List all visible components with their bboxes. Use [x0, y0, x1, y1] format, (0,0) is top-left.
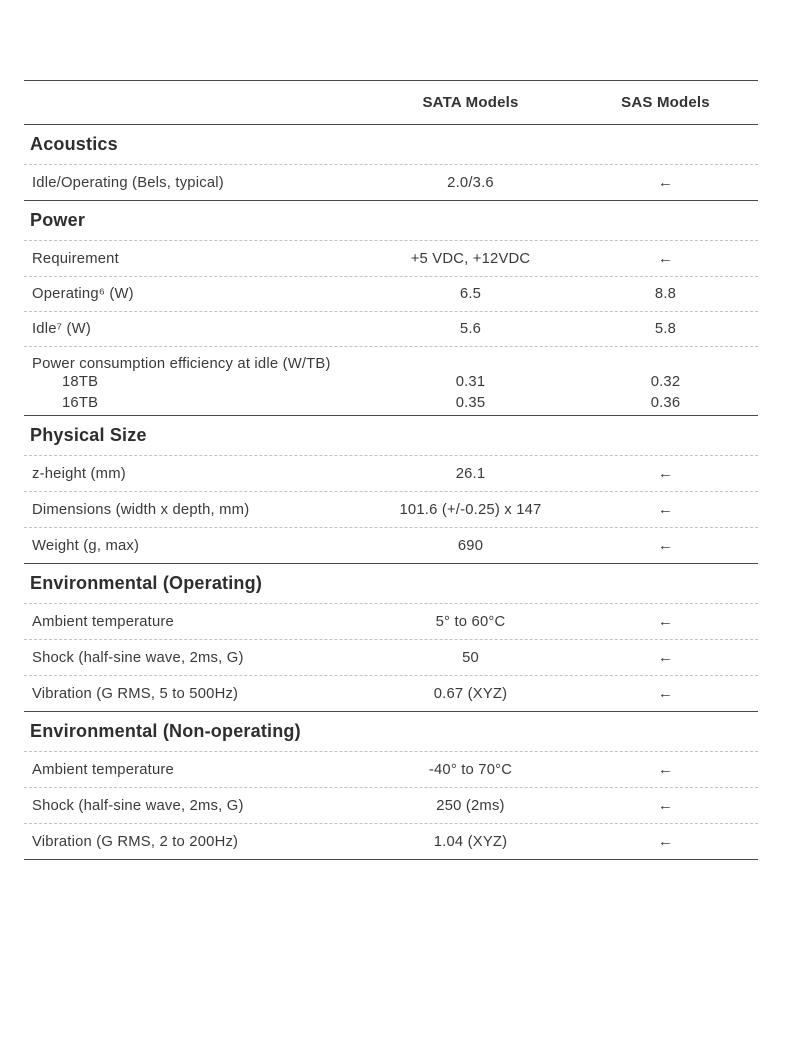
- table-row: [24, 751, 758, 787]
- sata-value: 0.31: [455, 374, 486, 390]
- sas-value: ←: [657, 465, 674, 482]
- sata-value: 1.04 (XYZ): [433, 833, 508, 850]
- section-title-power: Power: [30, 210, 86, 230]
- sas-value: ←: [657, 649, 674, 666]
- row-label: Ambient temperature: [32, 761, 174, 778]
- sata-value: 26.1: [455, 465, 486, 482]
- table-header-row: [24, 80, 758, 124]
- sas-value: ←: [657, 174, 674, 191]
- table-row: [24, 527, 758, 563]
- row-label: Dimensions (width x depth, mm): [32, 501, 250, 518]
- table-row: [24, 240, 758, 276]
- sata-value: 50: [462, 649, 479, 666]
- sas-value: 0.32: [650, 374, 681, 390]
- sas-value: ←: [657, 613, 674, 630]
- table-row: [24, 311, 758, 346]
- sas-value: ←: [657, 797, 674, 814]
- table-row: [24, 455, 758, 491]
- sata-value: 0.35: [455, 395, 486, 411]
- sata-value: 6.5: [459, 286, 482, 302]
- row-label: 18TB: [62, 374, 99, 390]
- section-title-environmental-non-operating: Environmental (Non-operating): [30, 721, 301, 741]
- row-label: Requirement: [32, 250, 119, 267]
- row-label: z-height (mm): [32, 465, 126, 482]
- header-sata-models: SATA Models: [422, 94, 519, 111]
- table-row: [24, 823, 758, 859]
- row-label: Power consumption efficiency at idle (W/TB): [32, 356, 331, 372]
- sata-value: 5° to 60°C: [435, 613, 506, 630]
- row-label: Vibration (G RMS, 2 to 200Hz): [32, 833, 239, 850]
- table-subrow: [24, 394, 758, 415]
- sas-value: ←: [657, 537, 674, 554]
- sas-value: ←: [657, 250, 674, 267]
- sas-value: ←: [657, 685, 674, 702]
- row-label: Ambient temperature: [32, 613, 174, 630]
- section-title-environmental-operating: Environmental (Operating): [30, 573, 263, 593]
- sas-value: ←: [657, 501, 674, 518]
- sas-value: 0.36: [650, 395, 681, 411]
- sata-value: 5.6: [459, 321, 482, 337]
- section-environmental-operating: [24, 563, 758, 711]
- spec-table: [24, 80, 758, 860]
- row-label: Idle/Operating (Bels, typical): [32, 174, 224, 191]
- row-label: Weight (g, max): [32, 537, 140, 554]
- table-row: [24, 603, 758, 639]
- section-acoustics: [24, 124, 758, 200]
- section-physical-size: [24, 415, 758, 563]
- sata-value: 690: [457, 537, 484, 554]
- sata-value: 250 (2ms): [436, 797, 505, 814]
- row-label: 16TB: [62, 395, 99, 411]
- sata-value: 0.67 (XYZ): [433, 685, 508, 702]
- section-power: [24, 200, 758, 415]
- section-environmental-non-operating: [24, 711, 758, 859]
- table-row: [24, 491, 758, 527]
- table-row: [24, 639, 758, 675]
- row-label: Idle⁷ (W): [32, 321, 91, 337]
- row-label: Operating⁶ (W): [32, 286, 134, 302]
- table-row: [24, 164, 758, 200]
- table-row: [24, 675, 758, 711]
- sata-value: +5 VDC, +12VDC: [410, 250, 531, 267]
- table-row: [24, 276, 758, 311]
- sas-value: ←: [657, 833, 674, 850]
- header-sas-models: SAS Models: [621, 94, 710, 111]
- row-label: Shock (half-sine wave, 2ms, G): [32, 649, 244, 666]
- row-label: Shock (half-sine wave, 2ms, G): [32, 797, 244, 814]
- sas-value: 8.8: [654, 286, 677, 302]
- sas-value: 5.8: [654, 321, 677, 337]
- row-label: Vibration (G RMS, 5 to 500Hz): [32, 685, 239, 702]
- table-subrow: [24, 373, 758, 394]
- section-title-acoustics: Acoustics: [30, 134, 118, 154]
- sas-value: ←: [657, 761, 674, 778]
- sata-value: 2.0/3.6: [447, 174, 494, 191]
- section-title-physical-size: Physical Size: [30, 425, 147, 445]
- table-row: [24, 787, 758, 823]
- sata-value: -40° to 70°C: [428, 761, 513, 778]
- table-row-group: [24, 346, 758, 373]
- sata-value: 101.6 (+/-0.25) x 147: [399, 501, 542, 518]
